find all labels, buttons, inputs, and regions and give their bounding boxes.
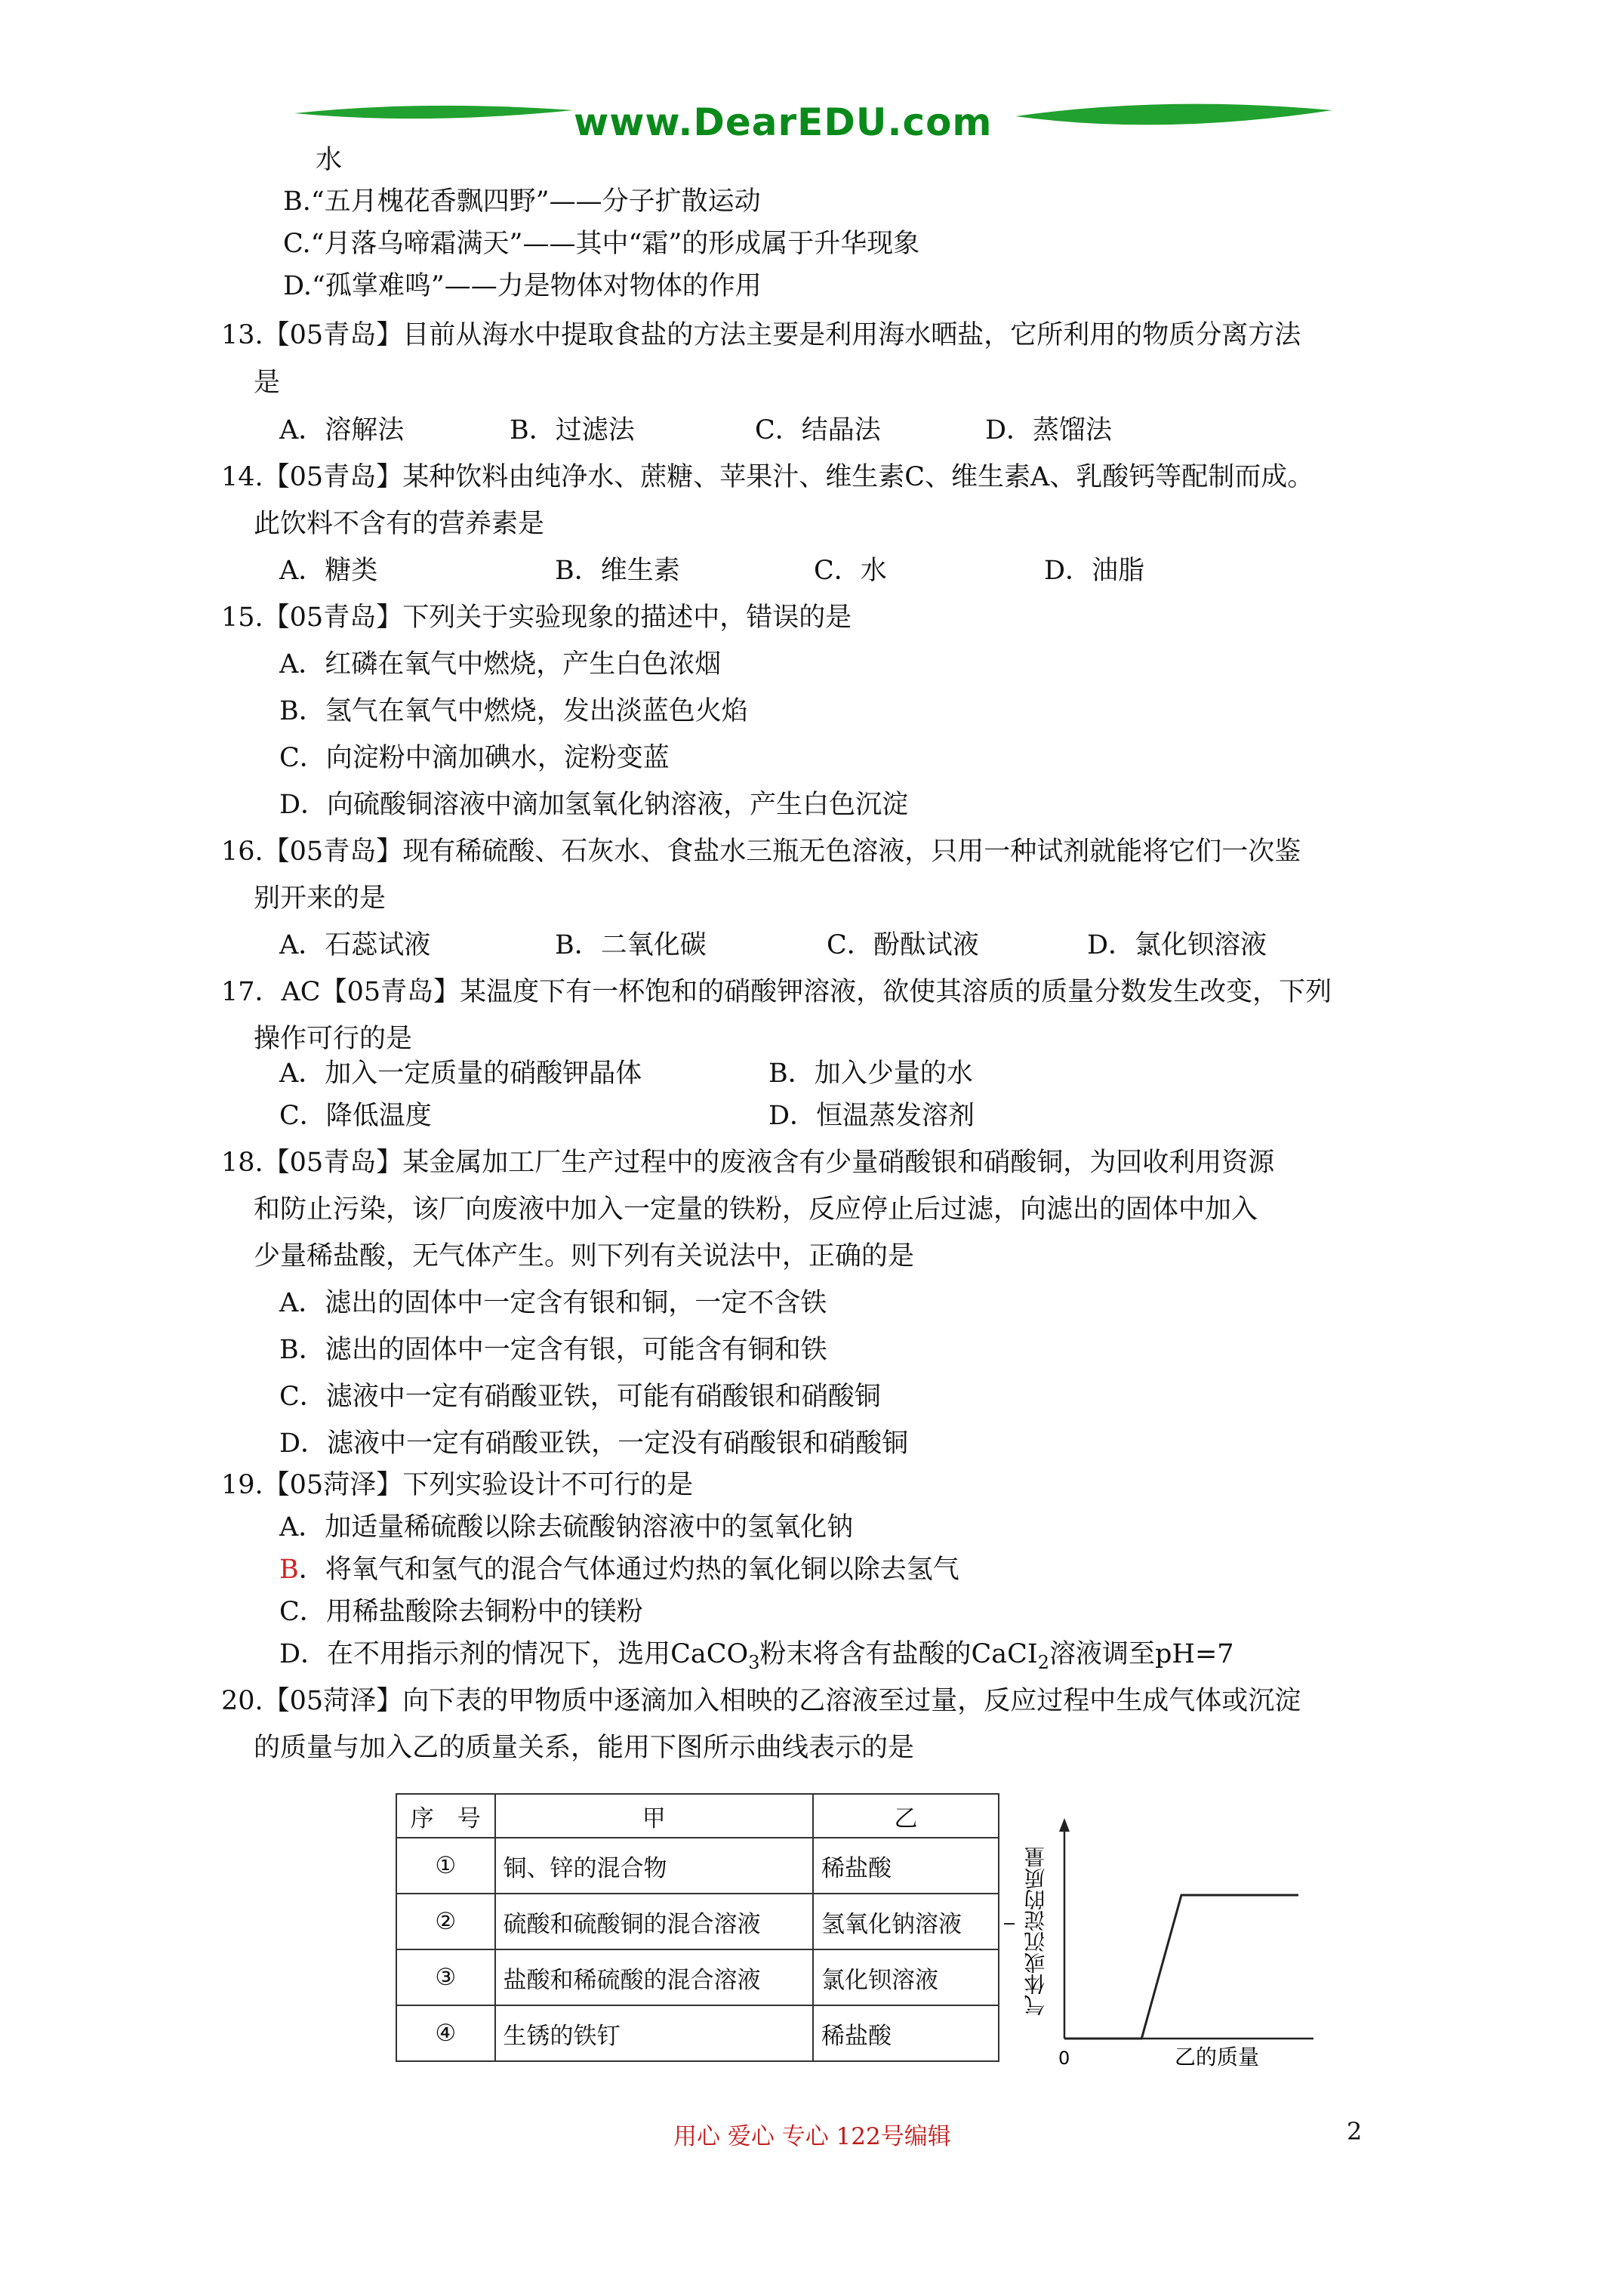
q19-option-d-sub2: 2 [1037,1652,1050,1673]
site-logo[interactable]: www.DearEDU.com [574,100,993,144]
q17-stem: 17．AC【05青岛】某温度下有一杯饱和的硝酸钾溶液，欲使其溶质的质量分数发生改变，下列 [221,977,1332,1007]
q18-option-d: D．滤液中一定有硝酸亚铁，一定没有硝酸银和硝酸铜 [279,1428,909,1459]
q19-option-b [279,1553,959,1586]
q19-option-b-letter: B [279,1555,299,1585]
page-number: 2 [1347,2117,1363,2146]
table-cell-jia: 生锈的铁钉 [495,2005,813,2061]
q20-stem: 20.【05菏泽】向下表的甲物质中逐滴加入相映的乙溶液至过量，反应过程中生成气体或沉淀 [221,1686,1301,1716]
q17-stem-cont: 操作可行的是 [254,1024,413,1054]
q16-stem-cont: 别开来的是 [254,883,387,914]
table-cell-jia: 盐酸和稀硫酸的混合溶液 [495,1949,813,2005]
q14-option-a: A．糖类 [279,556,378,586]
q20-stem-cont: 的质量与加入乙的质量关系，能用下图所示曲线表示的是 [254,1733,915,1763]
q15-option-a: A．红磷在氧气中燃烧，产生白色浓烟 [279,649,722,680]
mass-curve-chart [1004,1812,1321,2069]
y-axis-arrow [1059,1818,1070,1832]
table-cell-yi: 稀盐酸 [813,2005,999,2061]
q13-option-c: C．结晶法 [755,415,881,445]
q12-continuation: 水 [316,145,343,175]
q18-option-b: B．滤出的固体中一定含有银，可能含有铜和铁 [279,1335,827,1365]
footer-text: 用心 爱心 专心 122号编辑 [673,2123,951,2150]
x-axis-label: 乙的质量 [1175,2045,1260,2069]
q15-stem: 15.【05青岛】下列关于实验现象的描述中，错误的是 [221,603,852,633]
q18-stem: 18.【05青岛】某金属加工厂生产过程中的废液含有少量硝酸银和硝酸铜，为回收利用资源 [221,1148,1275,1178]
q17-option-a: A．加入一定质量的硝酸钾晶体 [279,1059,642,1089]
q12-option-d: D.“孤掌难鸣”——力是物体对物体的作用 [283,271,762,301]
q13-option-d: D．蒸馏法 [985,415,1113,445]
q17-option-b: B．加入少量的水 [768,1059,973,1089]
q19-option-a: A．加适量稀硫酸以除去硫酸钠溶液中的氢氧化钠 [279,1512,854,1542]
table-cell-yi: 氯化钡溶液 [813,1949,999,2005]
q14-option-c: C．水 [814,556,887,586]
q18-stem-cont2: 少量稀盐酸，无气体产生。则下列有关说法中，正确的是 [254,1241,915,1271]
swoosh-left [294,106,574,119]
q14-option-d: D．油脂 [1044,556,1145,586]
table-row [396,2005,999,2061]
table-cell-jia: 硫酸和硫酸铜的混合溶液 [495,1894,813,1949]
reagent-table [396,1793,999,2062]
q14-stem: 14.【05青岛】某种饮料由纯净水、蔗糖、苹果汁、维生素C、维生素A、乳酸钙等配制而成。 [221,462,1314,492]
q18-option-c: C．滤液中一定有硝酸亚铁，可能有硝酸银和硝酸铜 [279,1382,881,1412]
q13-stem-cont: 是 [254,368,281,398]
table-cell-yi: 稀盐酸 [813,1838,999,1894]
table-header-yi: 乙 [813,1794,999,1838]
q19-option-b-text: ．将氧气和氢气的混合气体通过灼热的氧化铜以除去氢气 [298,1555,959,1585]
q19-option-d-a: D．在不用指示剂的情况下，选用CaCO [279,1639,749,1669]
q17-option-c: C．降低温度 [279,1101,432,1131]
table-cell-yi: 氢氧化钠溶液 [813,1894,999,1949]
q19-option-d-sub1: 3 [748,1652,760,1673]
q13-stem: 13.【05青岛】目前从海水中提取食盐的方法主要是利用海水晒盐，它所利用的物质分离方法 [221,320,1301,350]
table-header-row [396,1794,999,1838]
y-axis-label: 气体或沉淀的质量 [1023,1847,1049,2016]
q17-option-d: D．恒温蒸发溶剂 [768,1101,975,1131]
q14-option-b: B．维生素 [555,556,680,586]
q16-option-d: D．氯化钡溶液 [1087,930,1267,960]
q16-option-a: A．石蕊试液 [279,930,431,960]
table-cell-seq: ① [396,1838,495,1894]
table-cell-seq: ③ [396,1949,495,2005]
q19-stem: 19.【05菏泽】下列实验设计不可行的是 [221,1470,694,1500]
q18-option-a: A．滤出的固体中一定含有银和铜，一定不含铁 [279,1288,827,1318]
q13-option-a: A．溶解法 [279,415,405,445]
q19-option-d-b: 粉末将含有盐酸的CaCI [759,1639,1038,1669]
q13-option-b: B．过滤法 [510,415,635,445]
table-cell-seq: ④ [396,2005,495,2061]
swoosh-right [1015,104,1332,125]
table-row [396,1949,999,2005]
q15-option-b: B．氢气在氧气中燃烧，发出淡蓝色火焰 [279,696,748,726]
q12-option-c: C.“月落乌啼霜满天”——其中“霜”的形成属于升华现象 [283,229,920,259]
q16-option-c: C．酚酞试液 [827,930,979,960]
q15-option-d: D．向硫酸铜溶液中滴加氢氧化钠溶液，产生白色沉淀 [279,790,909,820]
origin-label: 0 [1058,2048,1070,2069]
q14-stem-cont: 此饮料不含有的营养素是 [254,509,545,539]
table-header-seq: 序 号 [396,1794,495,1838]
table-row [396,1838,999,1894]
q16-option-b: B．二氧化碳 [555,930,707,960]
q18-stem-cont1: 和防止污染，该厂向废液中加入一定量的铁粉，反应停止后过滤，向滤出的固体中加入 [254,1194,1258,1225]
q15-option-c: C．向淀粉中滴加碘水，淀粉变蓝 [279,743,670,773]
q16-stem: 16.【05青岛】现有稀硫酸、石灰水、食盐水三瓶无色溶液，只用一种试剂就能将它们一次鉴 [221,837,1301,867]
data-curve [1064,1895,1298,2039]
q19-option-d-c: 溶液调至pH=7 [1049,1639,1234,1669]
q19-option-d [279,1638,1234,1679]
table-cell-seq: ② [396,1894,495,1949]
q12-option-b: B.“五月槐花香飘四野”——分子扩散运动 [283,186,761,217]
q19-option-c: C．用稀盐酸除去铜粉中的镁粉 [279,1597,643,1627]
table-cell-jia: 铜、锌的混合物 [495,1838,813,1894]
table-header-jia: 甲 [495,1794,813,1838]
table-row [396,1894,999,1949]
